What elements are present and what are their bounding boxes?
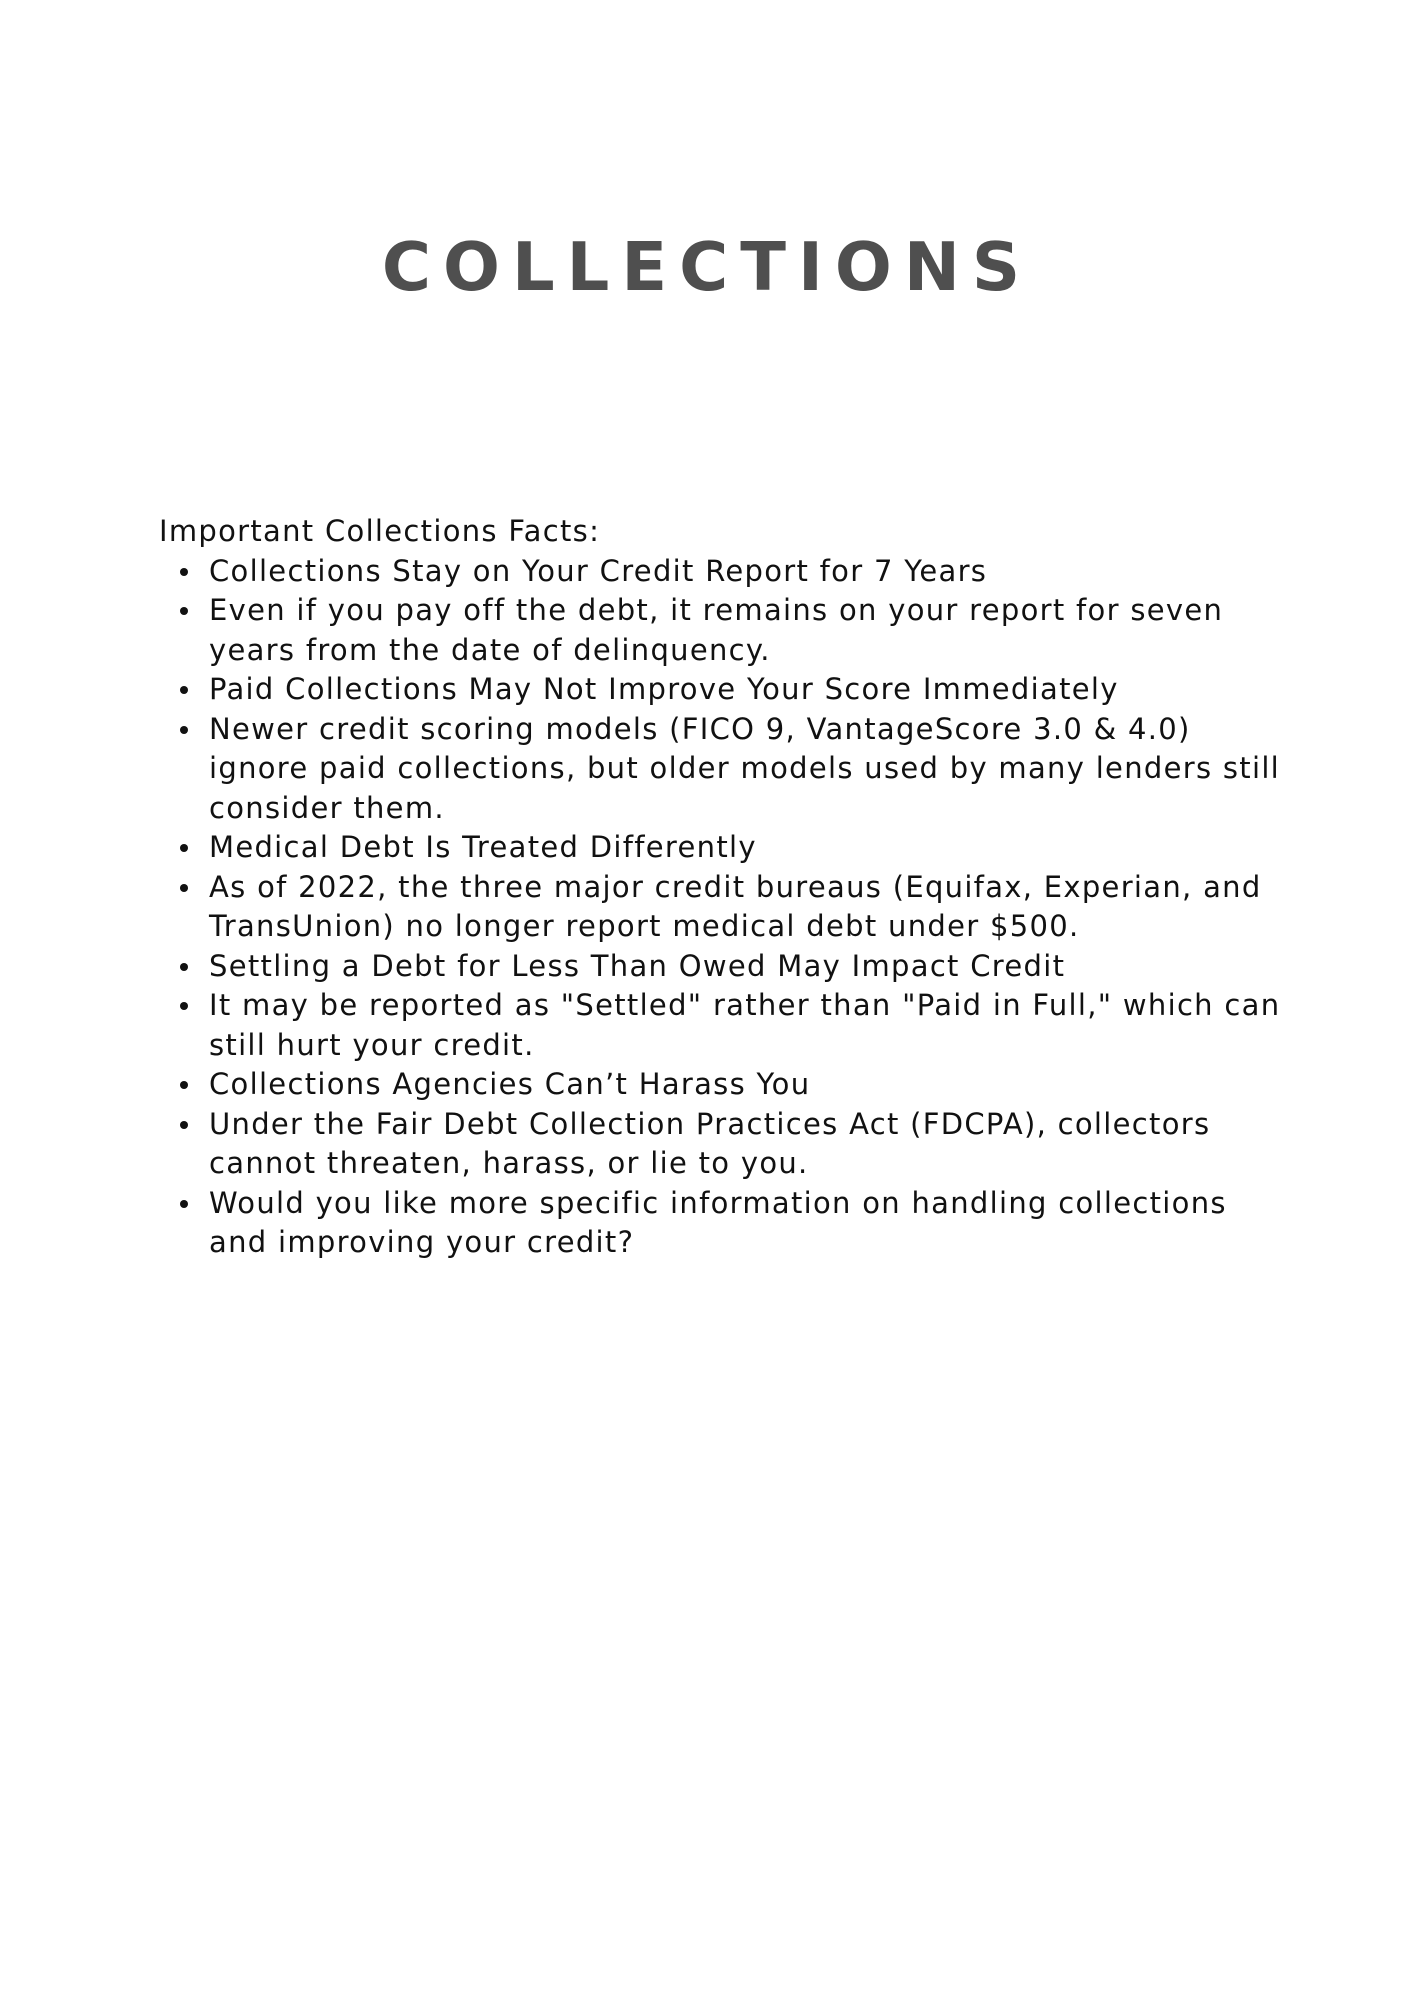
list-item bbox=[159, 591, 1289, 670]
fact-text: Newer credit scoring models (FICO 9, VantageScore 3.0 & 4.0) ignore paid collections, but older models used by many lenders still consider them. bbox=[209, 711, 1281, 825]
list-item bbox=[159, 710, 1289, 829]
bullet-icon bbox=[180, 884, 188, 892]
fact-text: It may be reported as "Settled" rather than "Paid in Full," which can still hurt your credit. bbox=[209, 988, 1281, 1062]
list-item bbox=[159, 1184, 1289, 1263]
bullet-icon bbox=[180, 568, 188, 576]
list-item bbox=[159, 552, 1289, 592]
list-item bbox=[159, 947, 1289, 987]
fact-text: Collections Stay on Your Credit Report for 7 Years bbox=[209, 553, 988, 588]
bullet-icon bbox=[180, 607, 188, 615]
fact-text: Medical Debt Is Treated Differently bbox=[209, 830, 757, 864]
list-item bbox=[159, 986, 1289, 1065]
facts-intro: Important Collections Facts: bbox=[159, 514, 601, 548]
facts-list bbox=[159, 552, 1289, 1263]
bullet-icon bbox=[180, 726, 188, 734]
bullet-icon bbox=[180, 1121, 188, 1129]
bullet-icon bbox=[180, 1081, 188, 1089]
fact-text: Settling a Debt for Less Than Owed May Impact Credit bbox=[209, 948, 1066, 983]
list-item bbox=[159, 828, 1289, 868]
bullet-icon bbox=[180, 844, 188, 852]
bullet-icon bbox=[180, 1002, 188, 1010]
bullet-icon bbox=[180, 686, 188, 694]
list-item bbox=[159, 868, 1289, 947]
facts-section bbox=[159, 512, 1289, 1263]
fact-text: Collections Agencies Can’t Harass You bbox=[209, 1067, 811, 1101]
fact-text: Under the Fair Debt Collection Practices Act (FDCPA), collectors cannot threaten, harass, or lie to you. bbox=[209, 1106, 1211, 1180]
bullet-icon bbox=[180, 1200, 188, 1208]
bullet-icon bbox=[180, 963, 188, 971]
fact-text: Even if you pay off the debt, it remains on your report for seven years from the date of delinquency. bbox=[209, 593, 1224, 667]
fact-text: Would you like more specific information on handling collections and improving your credit? bbox=[209, 1185, 1227, 1259]
list-item bbox=[159, 1065, 1289, 1105]
list-item bbox=[159, 1105, 1289, 1184]
page-title: COLLECTIONS bbox=[381, 228, 1033, 306]
fact-text: Paid Collections May Not Improve Your Score Immediately bbox=[209, 672, 1119, 706]
list-item bbox=[159, 670, 1289, 710]
fact-text: As of 2022, the three major credit bureaus (Equifax, Experian, and TransUnion) no longer report medical debt under $500. bbox=[209, 869, 1262, 943]
